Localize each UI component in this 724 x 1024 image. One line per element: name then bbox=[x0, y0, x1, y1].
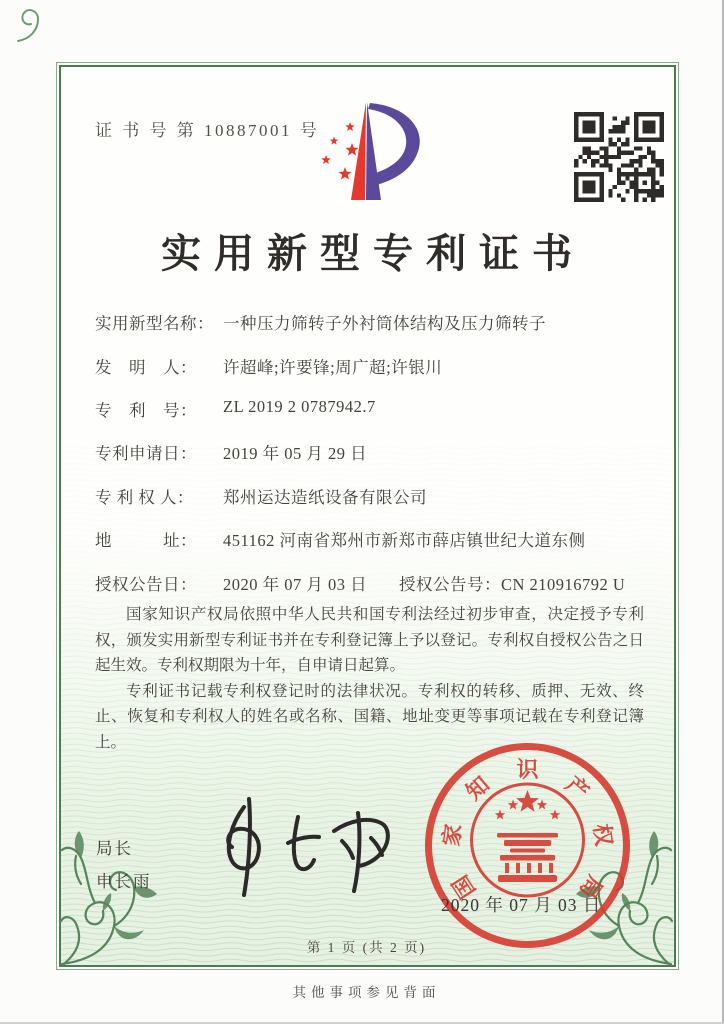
field-value: ZL 2019 2 0787942.7 bbox=[223, 397, 376, 416]
page-number: 第 1 页 (共 2 页) bbox=[306, 940, 427, 955]
field-label-grant-no: 授权公告号： bbox=[399, 575, 501, 594]
field-row-patent-number bbox=[95, 397, 651, 421]
field-label: 发 明 人： bbox=[95, 358, 197, 377]
back-side-note: 其他事项参见背面 bbox=[292, 985, 441, 1000]
legal-paragraph-1: 国家知识产权局依照中华人民共和国专利法经过初步审查，决定授予专利权，颁发实用新型专利证书并在专利登记簿上予以登记。专利权自授权公告之日起生效。专利权期限为十年，自申请日起算。 bbox=[95, 606, 644, 674]
field-value: 许超峰;许要锋;周广超;许银川 bbox=[223, 358, 443, 377]
director-title: 局长 bbox=[96, 839, 133, 858]
svg-text:知: 知 bbox=[461, 771, 495, 805]
svg-text:国: 国 bbox=[447, 870, 481, 903]
legal-text bbox=[95, 602, 644, 755]
cnipa-logo-icon bbox=[298, 97, 448, 207]
svg-text:局: 局 bbox=[574, 870, 608, 903]
field-value: 一种压力筛转子外衬筒体结构及压力筛转子 bbox=[223, 314, 546, 333]
field-row-inventors bbox=[95, 354, 651, 378]
certificate-title: 实用新型专利证书 bbox=[161, 231, 585, 276]
field-row-grant bbox=[95, 571, 651, 595]
field-value: 2020 年 07 月 03 日 bbox=[223, 575, 368, 594]
field-row-address bbox=[95, 527, 651, 551]
svg-text:权: 权 bbox=[588, 822, 617, 848]
field-value-grant-no: CN 210916792 U bbox=[501, 575, 626, 594]
field-label: 授权公告日： bbox=[95, 575, 197, 594]
field-value: 2019 年 05 月 29 日 bbox=[223, 444, 368, 463]
logo-stars bbox=[321, 122, 358, 180]
field-value: 451162 河南省郑州市新郑市薛店镇世纪大道东侧 bbox=[223, 531, 586, 550]
director-signature-icon bbox=[192, 793, 404, 901]
national-emblem-icon bbox=[472, 784, 584, 896]
field-row-patentee bbox=[95, 484, 651, 508]
cnipa-official-seal bbox=[420, 738, 635, 953]
field-row-filing-date bbox=[95, 440, 651, 464]
director-name: 申长雨 bbox=[96, 872, 152, 891]
qr-code bbox=[574, 112, 664, 202]
seal-date: 2020 年 07 月 03 日 bbox=[441, 895, 602, 915]
svg-text:家: 家 bbox=[438, 822, 467, 848]
field-value: 郑州运达造纸设备有限公司 bbox=[223, 488, 427, 507]
field-label: 专 利 号： bbox=[95, 401, 197, 420]
field-label: 专 利 权 人： bbox=[95, 488, 194, 507]
svg-text:识: 识 bbox=[516, 757, 539, 782]
field-row-patent-name bbox=[95, 310, 651, 334]
legal-paragraph-2: 专利证书记载专利权登记时的法律状况。专利权的转移、质押、无效、终止、恢复和专利权人的姓名或名称、国籍、地址变更等事项记载在专利登记簿上。 bbox=[95, 682, 644, 751]
field-label: 地 址： bbox=[95, 531, 197, 550]
field-label: 实用新型名称： bbox=[95, 314, 214, 333]
svg-text:产: 产 bbox=[560, 771, 594, 805]
field-label: 专利申请日： bbox=[95, 444, 197, 463]
certificate-number: 证 书 号 第 10887001 号 bbox=[95, 121, 320, 140]
